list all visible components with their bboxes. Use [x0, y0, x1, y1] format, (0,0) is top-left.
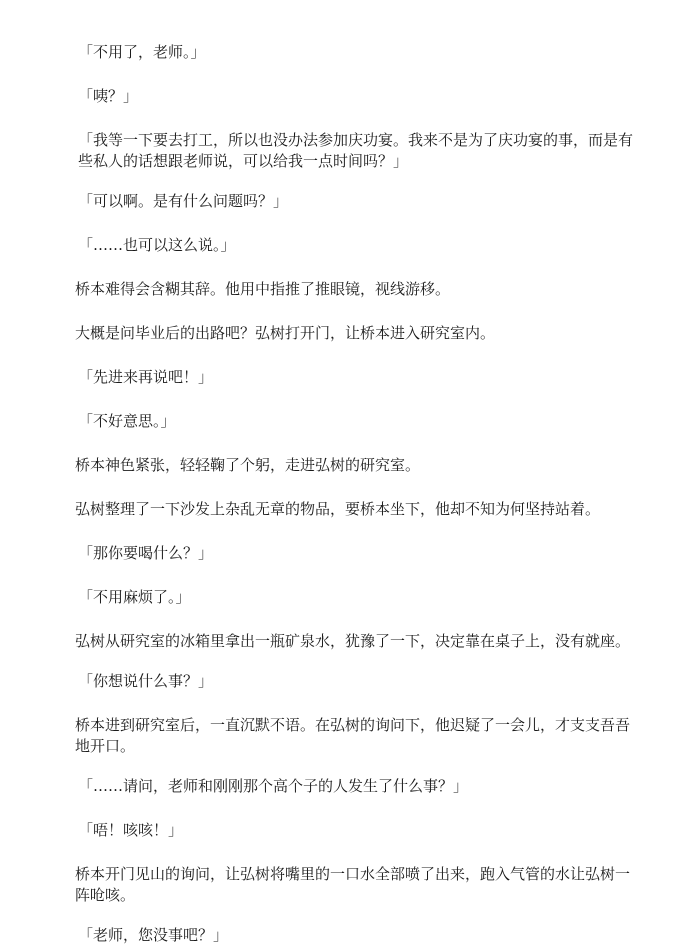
dialogue-line: 「不用了，老师。」 [78, 43, 206, 61]
dialogue-line: 「……请问，老师和刚刚那个高个子的人发生了什么事？」 [78, 777, 469, 795]
dialogue-line: 「……也可以这么说。」 [78, 236, 236, 254]
dialogue-line: 「我等一下要去打工，所以也没办法参加庆功宴。我来不是为了庆功宴的事，而是有些私人的话想跟老师说，可以给我一点时间吗？」 [78, 131, 634, 170]
dialogue-line: 「唔！咳咳！」 [78, 821, 184, 839]
dialogue-line: 「先进来再说吧！」 [78, 368, 214, 386]
dialogue-line: 「不用麻烦了。」 [78, 588, 191, 606]
dialogue-line: 「你想说什么事？」 [78, 672, 214, 690]
dialogue-line: 「咦？」 [78, 87, 139, 105]
narration-paragraph: 桥本难得会含糊其辞。他用中指推了推眼镜，视线游移。 [75, 280, 451, 298]
narration-paragraph: 桥本开门见山的询问，让弘树将嘴里的一口水全部喷了出来，跑入气管的水让弘树一阵呛咳。 [75, 865, 631, 904]
narration-paragraph: 弘树从研究室的冰箱里拿出一瓶矿泉水，犹豫了一下，决定靠在桌子上，没有就座。 [75, 632, 631, 650]
narration-paragraph: 桥本神色紧张，轻轻鞠了个躬，走进弘树的研究室。 [75, 456, 421, 474]
narration-paragraph: 桥本进到研究室后，一直沉默不语。在弘树的询问下，他迟疑了一会儿，才支支吾吾地开口。 [75, 716, 631, 755]
dialogue-line: 「老师，您没事吧？」 [78, 926, 229, 944]
narration-paragraph: 大概是问毕业后的出路吧？弘树打开门，让桥本进入研究室内。 [75, 324, 496, 342]
narration-paragraph: 弘树整理了一下沙发上杂乱无章的物品，要桥本坐下，他却不知为何坚持站着。 [75, 500, 601, 518]
dialogue-line: 「可以啊。是有什么问题吗？」 [78, 192, 289, 210]
dialogue-line: 「那你要喝什么？」 [78, 544, 214, 562]
dialogue-line: 「不好意思。」 [78, 412, 176, 430]
